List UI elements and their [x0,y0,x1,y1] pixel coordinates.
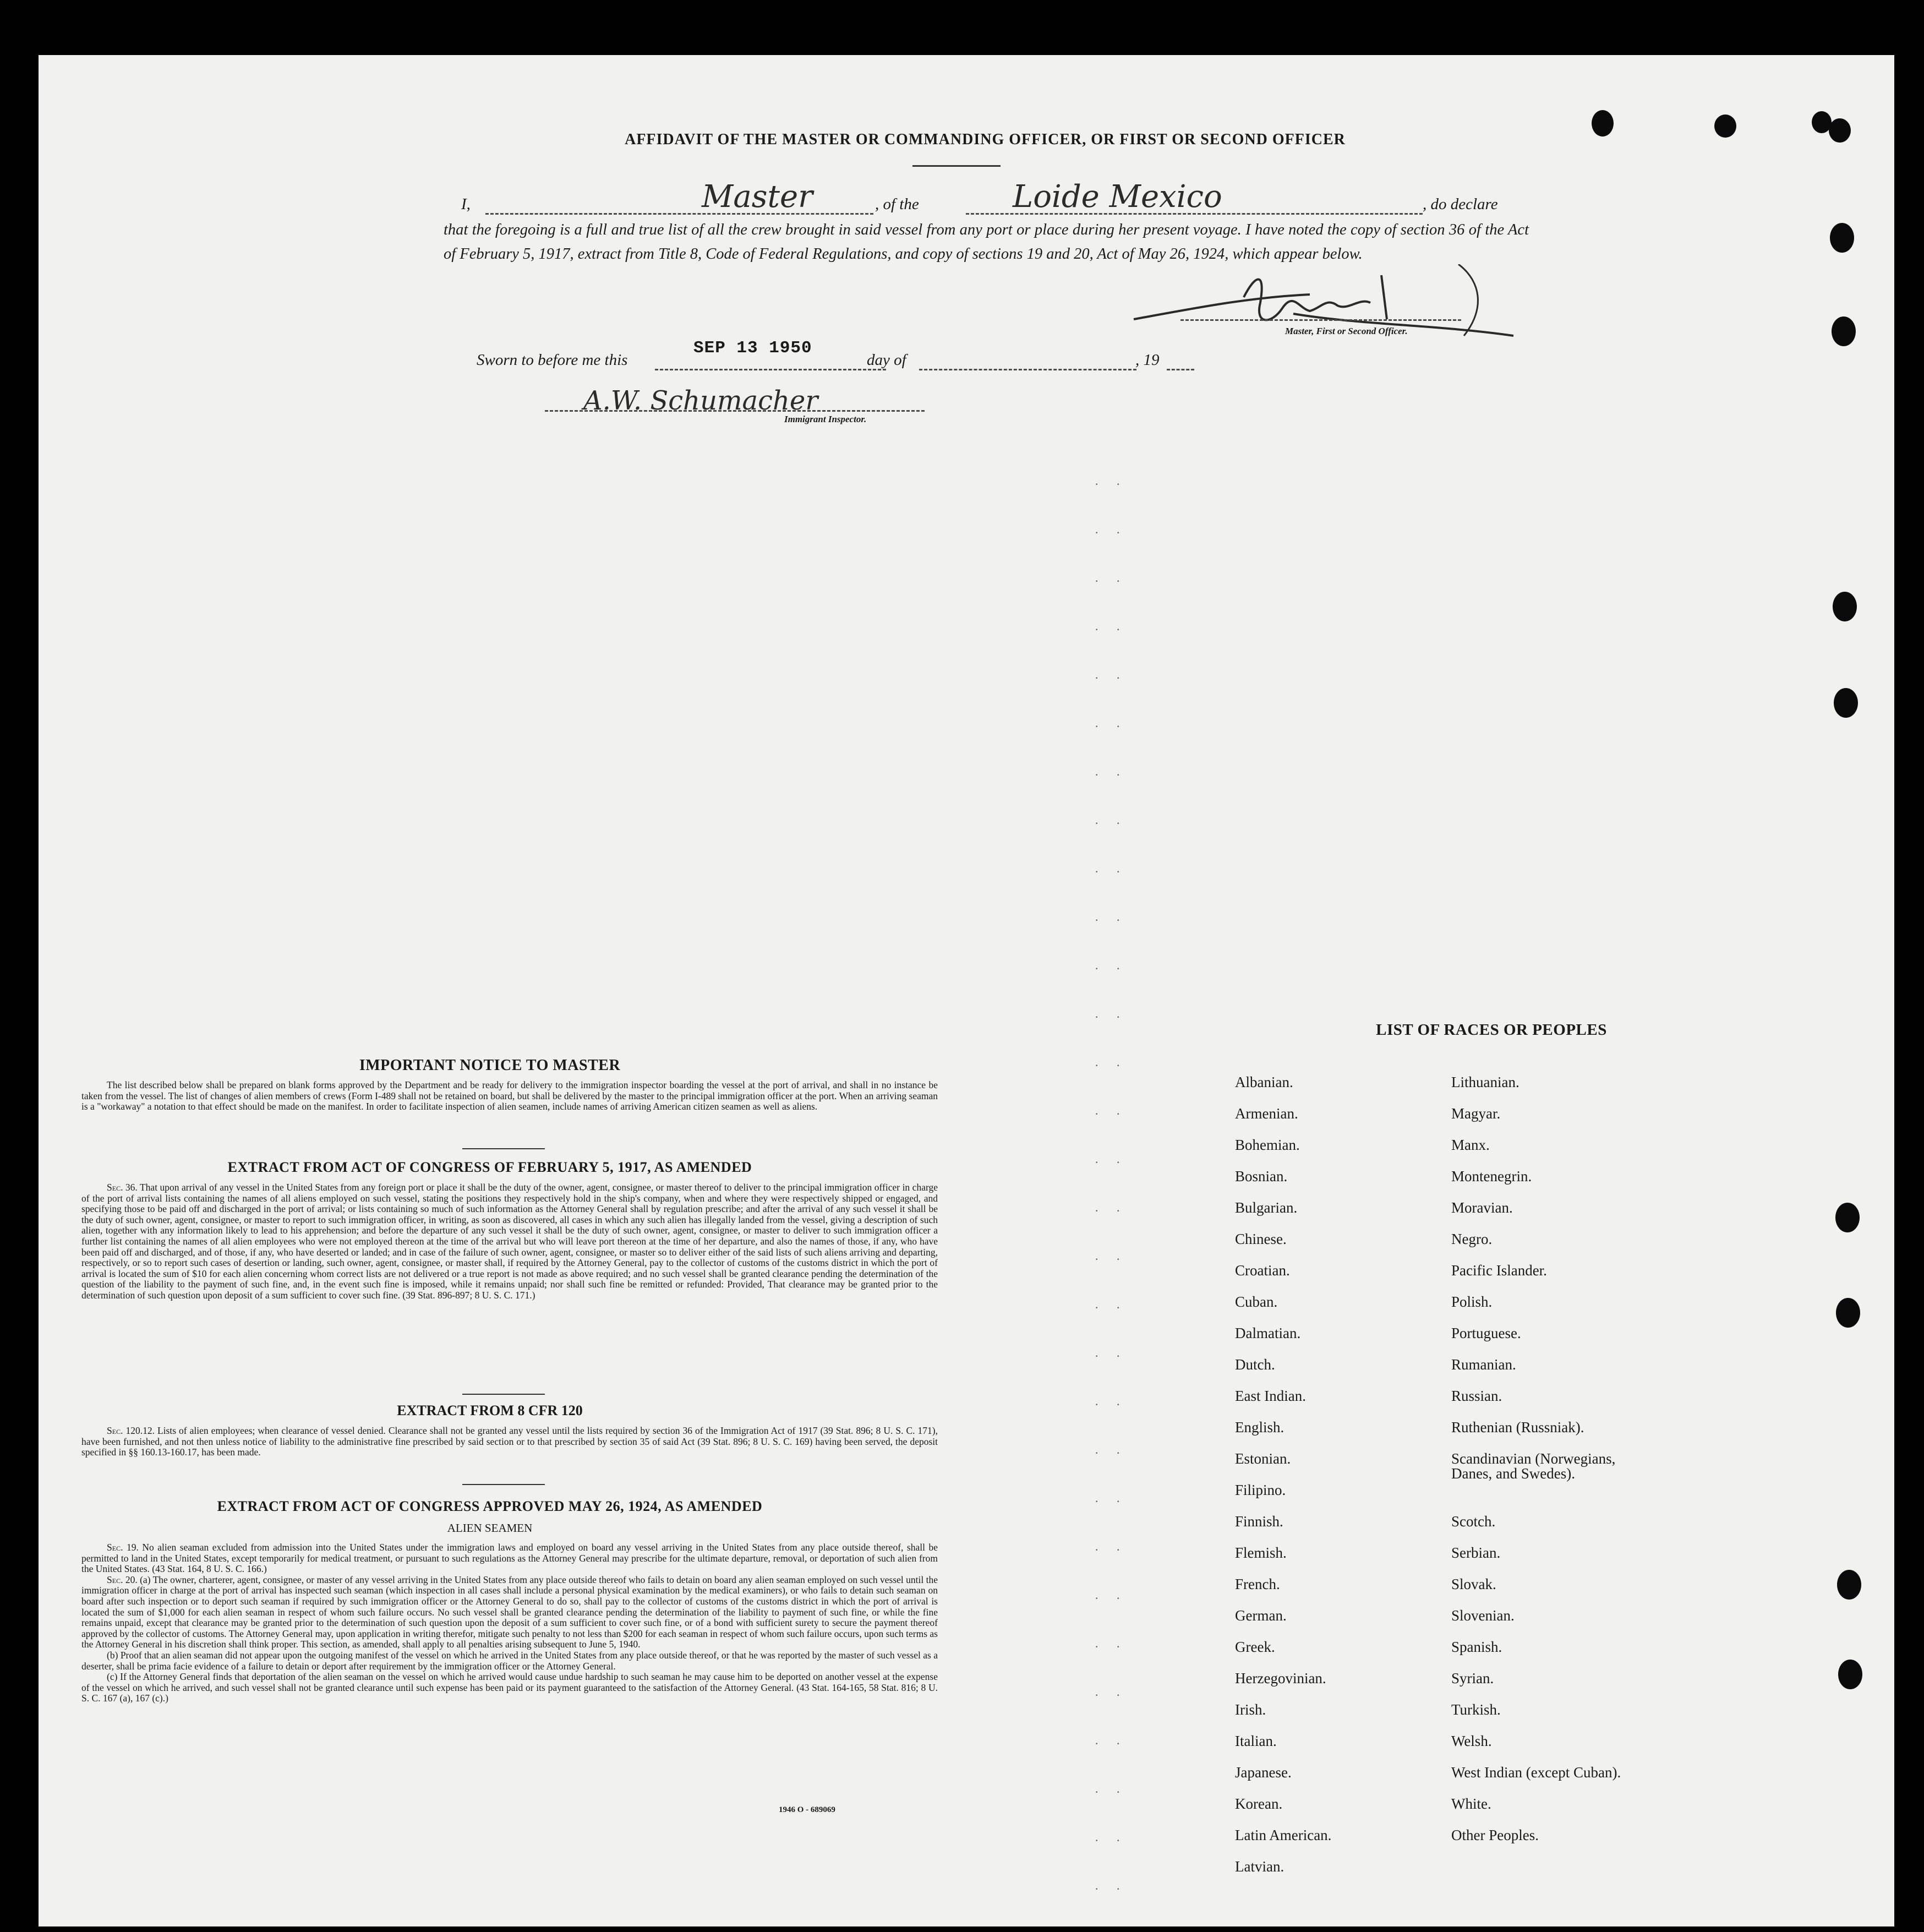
sworn-year-fill-line [1167,369,1194,370]
divider [912,165,1001,167]
handwritten-rank: Master [702,179,813,215]
punch-hole [1830,223,1854,253]
race-item: Ruthenian (Russniak). [1451,1419,1584,1436]
race-item: Magyar. [1451,1105,1501,1122]
race-item: Bosnian. [1235,1168,1288,1185]
master-signature [1128,264,1546,352]
document-page [39,55,1894,1926]
race-item: Croatian. [1235,1262,1290,1279]
race-item: Estonian. [1235,1450,1291,1467]
sworn-prefix: Sworn to before me this [477,351,628,369]
race-item: West Indian (except Cuban). [1451,1764,1621,1781]
races-column-1 [1235,1075,1444,1891]
affidavit-title: AFFIDAVIT OF THE MASTER OR COMMANDING OFFICER, OR FIRST OR SECOND OFFICER [625,131,1346,148]
race-item: Latvian. [1235,1858,1285,1875]
signature-caption: Master, First or Second Officer. [1285,326,1408,336]
race-item: Manx. [1451,1137,1490,1153]
race-item: Serbian. [1451,1544,1501,1561]
race-item: Armenian. [1235,1105,1298,1122]
extract-1924-subtitle: ALIEN SEAMEN [447,1521,533,1535]
race-item: Chinese. [1235,1231,1287,1247]
handwritten-vessel: Loide Mexico [1013,179,1222,215]
race-item [1451,1483,1848,1514]
race-item: Greek. [1235,1639,1275,1655]
sworn-month-fill-line [919,369,1136,370]
date-stamp: SEP 13 1950 [693,339,812,358]
sec-120-label: Sec. 120.12. [107,1425,155,1436]
race-item: Dutch. [1235,1356,1275,1373]
notice-paragraph: The list described below shall be prepared on blank forms approved by the Department and be ready for delivery to the immigration inspector boarding the vessel at the port of arrival, and shall in no instance be taken from the vessel. The list of changes of alien members of crews (Form I-489 shall not be retained on board, but shall be delivered by the master to the principal immigration officer at the port. When an arriving seaman is a "workaway" a notation to that effect should be made on the manifest. In order to facilitate inspection of alien seamen, include names of arriving American citizen seamen as well as aliens. [81,1079,938,1112]
race-item: Scotch. [1451,1513,1496,1530]
race-item: Spanish. [1451,1639,1502,1655]
sec-36-text: That upon arrival of any vessel in the United States from any foreign port or place it shall be the duty of the owner, agent, consignee, or master thereof to deliver to the principal immigration officer in charge of the port of arrival lists containing the names of all aliens employed on such vessel, stating the positions they respectively hold in the ship's company, when and where they were respectively shipped or engaged, and specifying those to be paid off and discharged in the port of arrival; or lists containing so much of such information as the Attorney General shall by regulation prescribe; and after the arrival of any such vessel it shall be the duty of such owner, agent, consignee, or master to report to such immigration officer, in writing, as soon as discovered, all cases in which any such alien has illegally landed from the vessel, giving a description of such alien, together with any information likely to lead to his apprehension; and before the departure of any such vessel it shall be the duty of such owner, agent, consignee, or master to deliver to such immigration officer a further list containing the names of all alien employees who were not employed thereon at the time of the arrival but who will leave port thereon at the time of her departure, and also the names of those, if any, who have been paid off and discharged, and of those, if any, who have deserted or landed; and in case of the failure of such owner, agent, consignee, or master so to deliver either of the said lists of such aliens arriving and departing, respectively, or so to report such cases of desertion or landing, such owner, agent, consignee, or master shall, if required by the Attorney General, pay to the collector of customs of the customs district in which the port of arrival is located the sum of $10 for each alien concerning whom correct lists are not delivered or a true report is not made as above required; and no such vessel shall be granted clearance pending the determination of the question of the liability to the payment of such fine, and, in the event such fine is imposed, while it remains unpaid; nor shall such fine be remitted or refunded: Provided, That clearance may be granted prior to the determination of such question upon deposit of a sum sufficient to cover such fine. (39 Stat. 896-897; 8 U. S. C. 171.) [81,1182,938,1301]
race-item: Bohemian. [1235,1137,1300,1153]
race-item: Welsh. [1451,1733,1492,1749]
race-item: Polish. [1451,1294,1493,1310]
extract-cfr-text [81,1426,938,1458]
race-item: German. [1235,1607,1287,1624]
race-item: East Indian. [1235,1388,1306,1404]
rank-fill-line [485,213,873,215]
race-item: Herzegovinian. [1235,1670,1326,1687]
divider [462,1484,545,1485]
race-item: Turkish. [1451,1701,1501,1718]
race-item: Russian. [1451,1388,1502,1404]
inspector-signature: A.W. Schumacher [583,385,818,416]
affidavit-body: that the foregoing is a full and true list of all the crew brought in said vessel from any port or place during her present voyage. I have noted the copy of section 36 of the Act of February 5, 1917, extract from Title 8, Code of Federal Regulations, and copy of sections 19 and 20, Act of May 26, 1924, which appear below. [444,221,1529,263]
sworn-date-fill-line [655,369,886,370]
race-item: Italian. [1235,1733,1277,1749]
sec-20a-text: (a) The owner, charterer, agent, consignee, or master of any vessel arriving in the United States from any place outside thereof who fails to detain on board any alien seaman employed on such vessel until the immigration officer in charge at the port of arrival has inspected such seaman (which inspection in all cases shall include a personal physical examination by the medical examiners), or who fails to detain such seaman on board after such inspection or to deport such seaman if required by such immigration officer or the Attorney General to do so, shall pay to the collector of customs of the customs district in which the port of arrival is located the sum of $1,000 for each alien seaman in respect of whom such failure occurs. No such vessel shall be granted clearance pending the determination of the liability to payment of such fine, or while the fine remains unpaid, except that clearance may be granted prior to the determination of such question upon the deposit of a sum sufficient to cover such fine, or of a bond with sufficient surety to secure the payment thereof approved by the collector of customs. The Attorney General may, upon application in writing therefor, mitigate such penalty to not less than $200 for each seaman in respect of whom such failure occurs, upon such terms as the Attorney General in his discretion shall think proper. This section, as amended, shall apply to all penalties arising subsequent to June 5, 1940. [81,1574,938,1650]
sec-20c-text: (c) If the Attorney General finds that deportation of the alien seaman on the vessel on which he arrived would cause undue hardship to such seaman he may cause him to be deported on another vessel at the expense of the vessel on which he arrived, and such vessel shall not be granted clearance until such expense has been paid or its payment guaranteed to the satisfaction of the Attorney General. (43 Stat. 164-165, 58 Stat. 816; 8 U. S. C. 167 (a), 167 (c).) [81,1671,938,1704]
extract-1917-text [81,1182,938,1301]
punch-hole [1832,316,1856,346]
sec-20b-text: (b) Proof that an alien seaman did not appear upon the outgoing manifest of the vessel on which he arrived in the United States from any place outside thereof, or that he was reported by the master of such vessel as a deserter, shall be prima facie evidence of a failure to detain or deport after requirement by the immigration officer or the Attorney General. [81,1649,938,1672]
sworn-year: , 19 [1135,351,1160,369]
punch-hole [1833,592,1857,621]
punch-hole [1592,110,1614,137]
notice-text [81,1080,938,1112]
race-item: Cuban. [1235,1294,1278,1310]
dot-leader-column: . . . . . . . . . . . . . . . . . . . . . . . . . . . . . . . . . . . . . . . . . . . . . . . . . . . . . . . . . . . . [1095,474,1128,1892]
race-item: Other Peoples. [1451,1827,1539,1843]
race-item: Slovak. [1451,1576,1496,1592]
race-item: Irish. [1235,1701,1266,1718]
race-item: Flemish. [1235,1544,1287,1561]
extract-1917-title: EXTRACT FROM ACT OF CONGRESS OF FEBRUARY 5, 1917, AS AMENDED [227,1159,752,1175]
races-column-2 [1451,1075,1848,1859]
extract-cfr-title: EXTRACT FROM 8 CFR 120 [397,1402,583,1418]
race-item: Negro. [1451,1231,1493,1247]
punch-hole [1834,688,1858,718]
race-item: Korean. [1235,1795,1283,1812]
sec-120-text: Lists of alien employees; when clearance of vessel denied. Clearance shall not be granted any vessel until the lists required by section 36 of the Immigration Act of 1917 (39 Stat. 896; 8 U. S. C. 171), have been furnished, and not then unless notice of liability to the administrative fine prescribed by said section or to that prescribed by section 35 of said Act (39 Stat. 896; 8 U. S. C. 169) having been served, the deposit specified in §§ 160.13-160.17, has been made. [81,1425,938,1458]
extract-1924-text [81,1542,938,1704]
races-title: LIST OF RACES OR PEOPLES [1376,1021,1607,1039]
race-item: Montenegrin. [1451,1168,1532,1185]
sworn-day-of: day of [867,351,906,369]
race-item: French. [1235,1576,1280,1592]
race-item: Latin American. [1235,1827,1332,1843]
affidavit-do-declare: , do declare [1423,195,1498,213]
inspector-caption: Immigrant Inspector. [784,414,867,424]
race-item: Moravian. [1451,1199,1513,1216]
sec-20-label: Sec. 20. [107,1574,138,1585]
race-item: Finnish. [1235,1513,1283,1530]
print-code: 1946 O - 689069 [779,1805,835,1814]
punch-hole [1829,118,1851,143]
race-item: Albanian. [1235,1074,1293,1090]
affidavit-i: I, [461,195,471,213]
race-item: Slovenian. [1451,1607,1515,1624]
sec-19-label: Sec. 19. [107,1542,139,1553]
affidavit-of-the: , of the [875,195,919,213]
notice-title: IMPORTANT NOTICE TO MASTER [359,1057,621,1074]
sec-36-label: Sec. 36. [107,1182,138,1193]
divider [462,1148,545,1149]
race-item: Portuguese. [1451,1325,1521,1341]
race-item: English. [1235,1419,1285,1436]
punch-hole [1714,114,1736,138]
master-sign-line [1180,319,1461,321]
race-item: Scandinavian (Norwegians, Danes, and Swedes). [1451,1450,1616,1482]
race-item: Filipino. [1235,1482,1286,1498]
race-item: Dalmatian. [1235,1325,1301,1341]
race-item: Pacific Islander. [1451,1262,1547,1279]
race-item: Japanese. [1235,1764,1292,1781]
race-item: Lithuanian. [1451,1074,1519,1090]
race-item: White. [1451,1795,1491,1812]
race-item: Bulgarian. [1235,1199,1298,1216]
divider [462,1394,545,1395]
race-item: Rumanian. [1451,1356,1516,1373]
extract-1924-title: EXTRACT FROM ACT OF CONGRESS APPROVED MAY 26, 1924, AS AMENDED [217,1498,763,1514]
race-item: Syrian. [1451,1670,1494,1687]
sec-19-text: No alien seaman excluded from admission into the United States under the immigration laws and employed on board any vessel arriving in the United States from any place outside thereof, shall be permitted to land in the United States, except temporarily for medical treatment, or pursuant to such regulations as the Attorney General may prescribe for the ultimate departure, removal, or deportation of such alien from the United States. (43 Stat. 164, 8 U. S. C. 166.) [81,1542,938,1575]
